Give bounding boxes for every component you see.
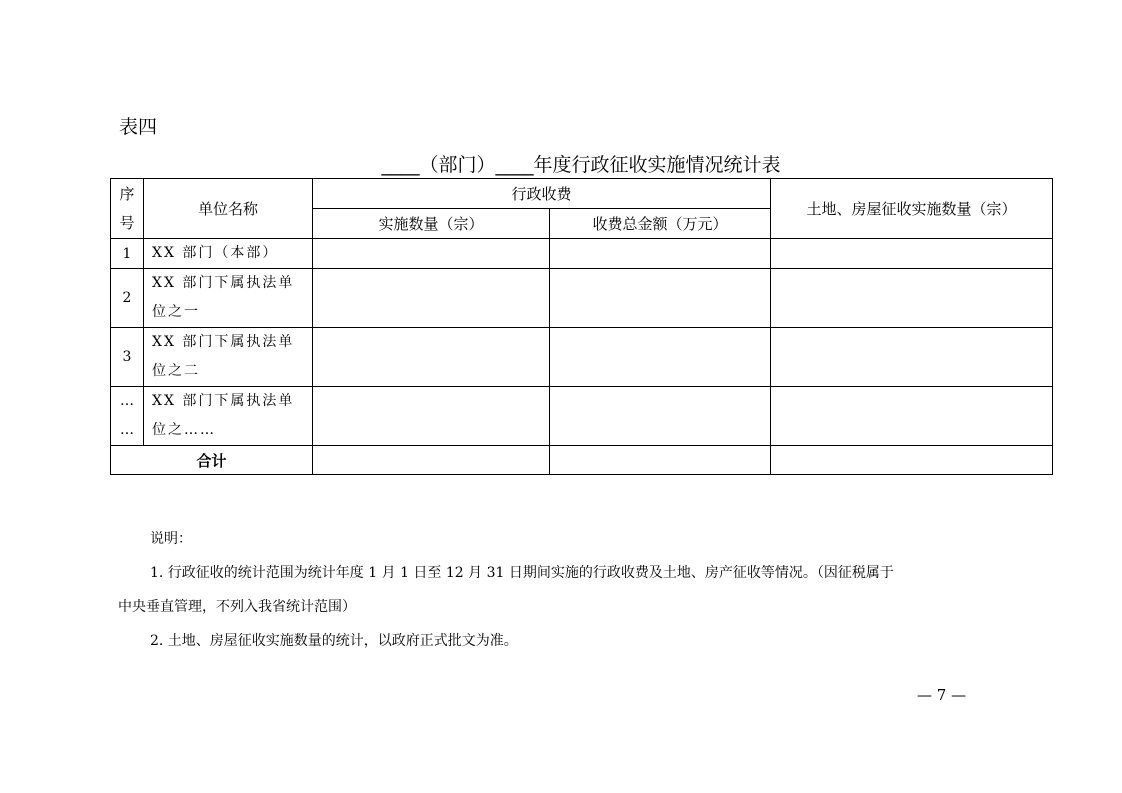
table-row [111,239,1053,269]
row-seq: 1 [111,239,144,269]
row-amount-cell [550,269,771,328]
total-label: 合计 [111,446,313,475]
row-seq-line1: … [120,393,134,409]
row-unit-line2: 位之二 [152,363,200,379]
row-seq: 3 [111,328,144,387]
row-unit-line1: XX 部门下属执法单 [152,393,295,409]
header-amount: 收费总金额（万元） [550,209,771,239]
page-title: ____（部门）____年度行政征收实施情况统计表 [381,154,781,176]
table-row [111,269,1053,328]
total-land-cell [771,446,1053,475]
row-seq-line2: … [120,422,134,438]
row-seq [111,387,144,446]
note-item-1-line2: 中央垂直管理，不列入我省统计范围） [118,599,356,615]
header-seq-line1: 序 [119,184,135,203]
row-land-cell [771,239,1053,269]
row-land-cell [771,387,1053,446]
note-item-1-line1: 1. 行政征收的统计范围为统计年度 1 月 1 日至 12 月 31 日期间实施的行政收费及土地、房产征收等情况。（因征税属于 [150,565,894,581]
header-unit-name: 单位名称 [144,179,313,239]
note-item-2: 2. 土地、房屋征收实施数量的统计，以政府正式批文为准。 [150,633,518,649]
row-count-cell [313,328,550,387]
statistics-table [110,178,1053,475]
row-count-cell [313,387,550,446]
row-count-cell [313,269,550,328]
row-amount-cell [550,328,771,387]
total-row [111,446,1053,475]
row-unit-line1: XX 部门下属执法单 [152,334,295,350]
row-land-cell [771,269,1053,328]
row-unit-line2: 位之一 [152,304,200,320]
notes-heading: 说明： [150,531,192,547]
header-seq [111,179,144,239]
row-unit-line2: 位之…… [152,422,216,438]
row-unit [144,387,313,446]
header-admin-fee: 行政收费 [313,179,771,209]
row-unit [144,328,313,387]
page-number: — 7 — [917,686,967,704]
row-land-cell [771,328,1053,387]
row-amount-cell [550,239,771,269]
header-count: 实施数量（宗） [313,209,550,239]
table-label: 表四 [119,116,158,138]
total-count-cell [313,446,550,475]
header-land-house: 土地、房屋征收实施数量（宗） [771,179,1053,239]
table-row [111,387,1053,446]
row-seq: 2 [111,269,144,328]
row-amount-cell [550,387,771,446]
total-amount-cell [550,446,771,475]
row-unit-line1: XX 部门下属执法单 [152,275,295,291]
table-row [111,328,1053,387]
header-row-1 [111,179,1053,209]
header-seq-line2: 号 [119,213,135,232]
row-count-cell [313,239,550,269]
row-unit [144,269,313,328]
row-unit: XX 部门（本部） [144,239,313,269]
